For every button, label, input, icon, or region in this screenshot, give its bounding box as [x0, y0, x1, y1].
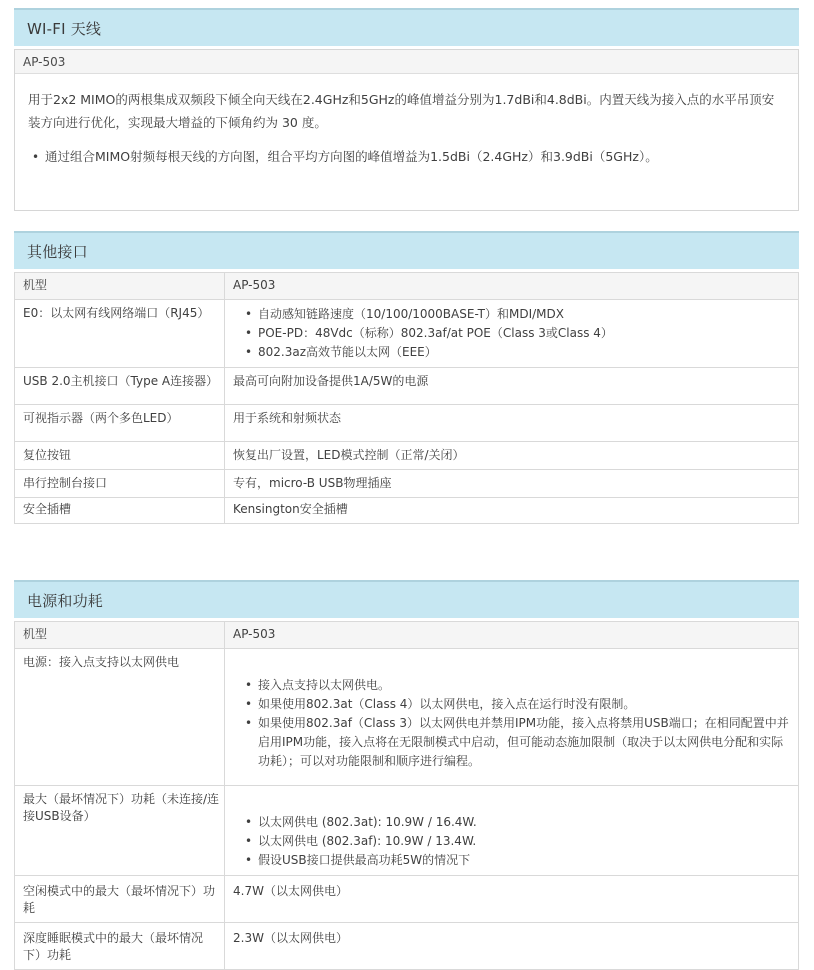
spec-value-cell: Kensington安全插槽	[225, 498, 799, 524]
spec-label-cell: 安全插槽	[15, 498, 225, 524]
section-power-consumption	[14, 580, 799, 970]
section-header-power-consumption	[14, 580, 799, 618]
bullet-item: • 802.3az高效节能以太网（EEE）	[245, 343, 790, 362]
table-row	[15, 649, 799, 786]
spec-bullet-list	[233, 654, 790, 771]
spec-value-cell: 2.3W（以太网供电）	[225, 923, 799, 970]
table-row	[15, 300, 799, 368]
section-header-wifi-antenna	[14, 8, 799, 46]
bullet-item: • POE-PD：48Vdc（标称）802.3af/at POE（Class 3或Class 4）	[245, 324, 790, 343]
spec-label-cell: 复位按钮	[15, 442, 225, 470]
section-other-interfaces	[14, 231, 799, 524]
spec-label-cell: 机型	[15, 622, 225, 649]
spec-label-cell: 电源：接入点支持以太网供电	[15, 649, 225, 786]
model-label: AP-503	[23, 54, 66, 69]
spec-value-cell: 专有，micro-B USB物理插座	[225, 470, 799, 498]
spec-label-cell: 最大（最坏情况下）功耗（未连接/连接USB设备）	[15, 786, 225, 876]
bullet-item: • 通过组合MIMO射频每根天线的方向图，组合平均方向图的峰值增益为1.5dBi（2.4GHz）和3.9dBi（5GHz）。	[32, 147, 785, 167]
spec-label-cell: USB 2.0主机接口（Type A连接器）	[15, 368, 225, 405]
other-interfaces-table	[14, 272, 799, 524]
spec-value-cell: AP-503	[225, 622, 799, 649]
spec-label-cell: E0：以太网有线网络端口（RJ45）	[15, 300, 225, 368]
bullet-item: • 假设USB接口提供最高功耗5W的情况下	[245, 851, 790, 870]
table-row	[15, 442, 799, 470]
table-row	[15, 498, 799, 524]
table-row	[15, 368, 799, 405]
spec-label-cell: 串行控制台接口	[15, 470, 225, 498]
wifi-antenna-content	[15, 74, 798, 210]
bullet-item: • 以太网供电 (802.3af): 10.9W / 13.4W.	[245, 832, 790, 851]
section-gap	[14, 211, 799, 231]
spec-label-cell: 空闲模式中的最大（最坏情况下）功耗	[15, 876, 225, 923]
section-title: 电源和功耗	[27, 591, 104, 610]
table-row	[15, 786, 799, 876]
section-wifi-antenna	[14, 8, 799, 211]
spec-value-cell: 4.7W（以太网供电）	[225, 876, 799, 923]
antenna-bullet-list	[28, 147, 785, 167]
antenna-description: 用于2x2 MIMO的两根集成双频段下倾全向天线在2.4GHz和5GHz的峰值增益分别为1.7dBi和4.8dBi。内置天线为接入点的水平吊顶安装方向进行优化，实现最大增益的下倾角约为 30 度。	[28, 92, 775, 130]
table-row	[15, 405, 799, 442]
table-row	[15, 923, 799, 970]
bullet-item: • 自动感知链路速度（10/100/1000BASE-T）和MDI/MDX	[245, 305, 790, 324]
section-title: WI-FI 天线	[27, 19, 102, 38]
bullet-item: • 如果使用802.3at（Class 4）以太网供电，接入点在运行时没有限制。	[245, 695, 790, 714]
section-header-other-interfaces	[14, 231, 799, 269]
table-row	[15, 470, 799, 498]
spec-bullet-list	[233, 305, 790, 362]
spec-label-cell: 机型	[15, 273, 225, 300]
spec-value-cell: 最高可向附加设备提供1A/5W的电源	[225, 368, 799, 405]
spec-value-cell: 恢复出厂设置，LED模式控制（正常/关闭）	[225, 442, 799, 470]
model-row	[15, 50, 798, 74]
bullet-item: • 接入点支持以太网供电。	[245, 676, 790, 695]
table-row	[15, 622, 799, 649]
spec-value-cell	[225, 786, 799, 876]
bullet-item: • 如果使用802.3af（Class 3）以太网供电并禁用IPM功能，接入点将禁用USB端口；在相同配置中并启用IPM功能，接入点将在无限制模式中启动，但可能动态施加限制（取决于以太网供电分配和实际功耗）；可以对功能限制和顺序进行编程。	[245, 714, 790, 771]
spec-value-cell: 用于系统和射频状态	[225, 405, 799, 442]
spec-bullet-list	[233, 791, 790, 870]
section-gap	[14, 524, 799, 580]
spec-label-cell: 可视指示器（两个多色LED）	[15, 405, 225, 442]
spec-value-cell: AP-503	[225, 273, 799, 300]
bullet-item: • 以太网供电 (802.3at): 10.9W / 16.4W.	[245, 813, 790, 832]
table-row	[15, 876, 799, 923]
table-row	[15, 273, 799, 300]
spec-value-cell	[225, 649, 799, 786]
power-consumption-table	[14, 621, 799, 970]
wifi-antenna-box	[14, 49, 799, 211]
spec-label-cell: 深度睡眠模式中的最大（最坏情况下）功耗	[15, 923, 225, 970]
spec-value-cell	[225, 300, 799, 368]
section-title: 其他接口	[27, 242, 88, 261]
